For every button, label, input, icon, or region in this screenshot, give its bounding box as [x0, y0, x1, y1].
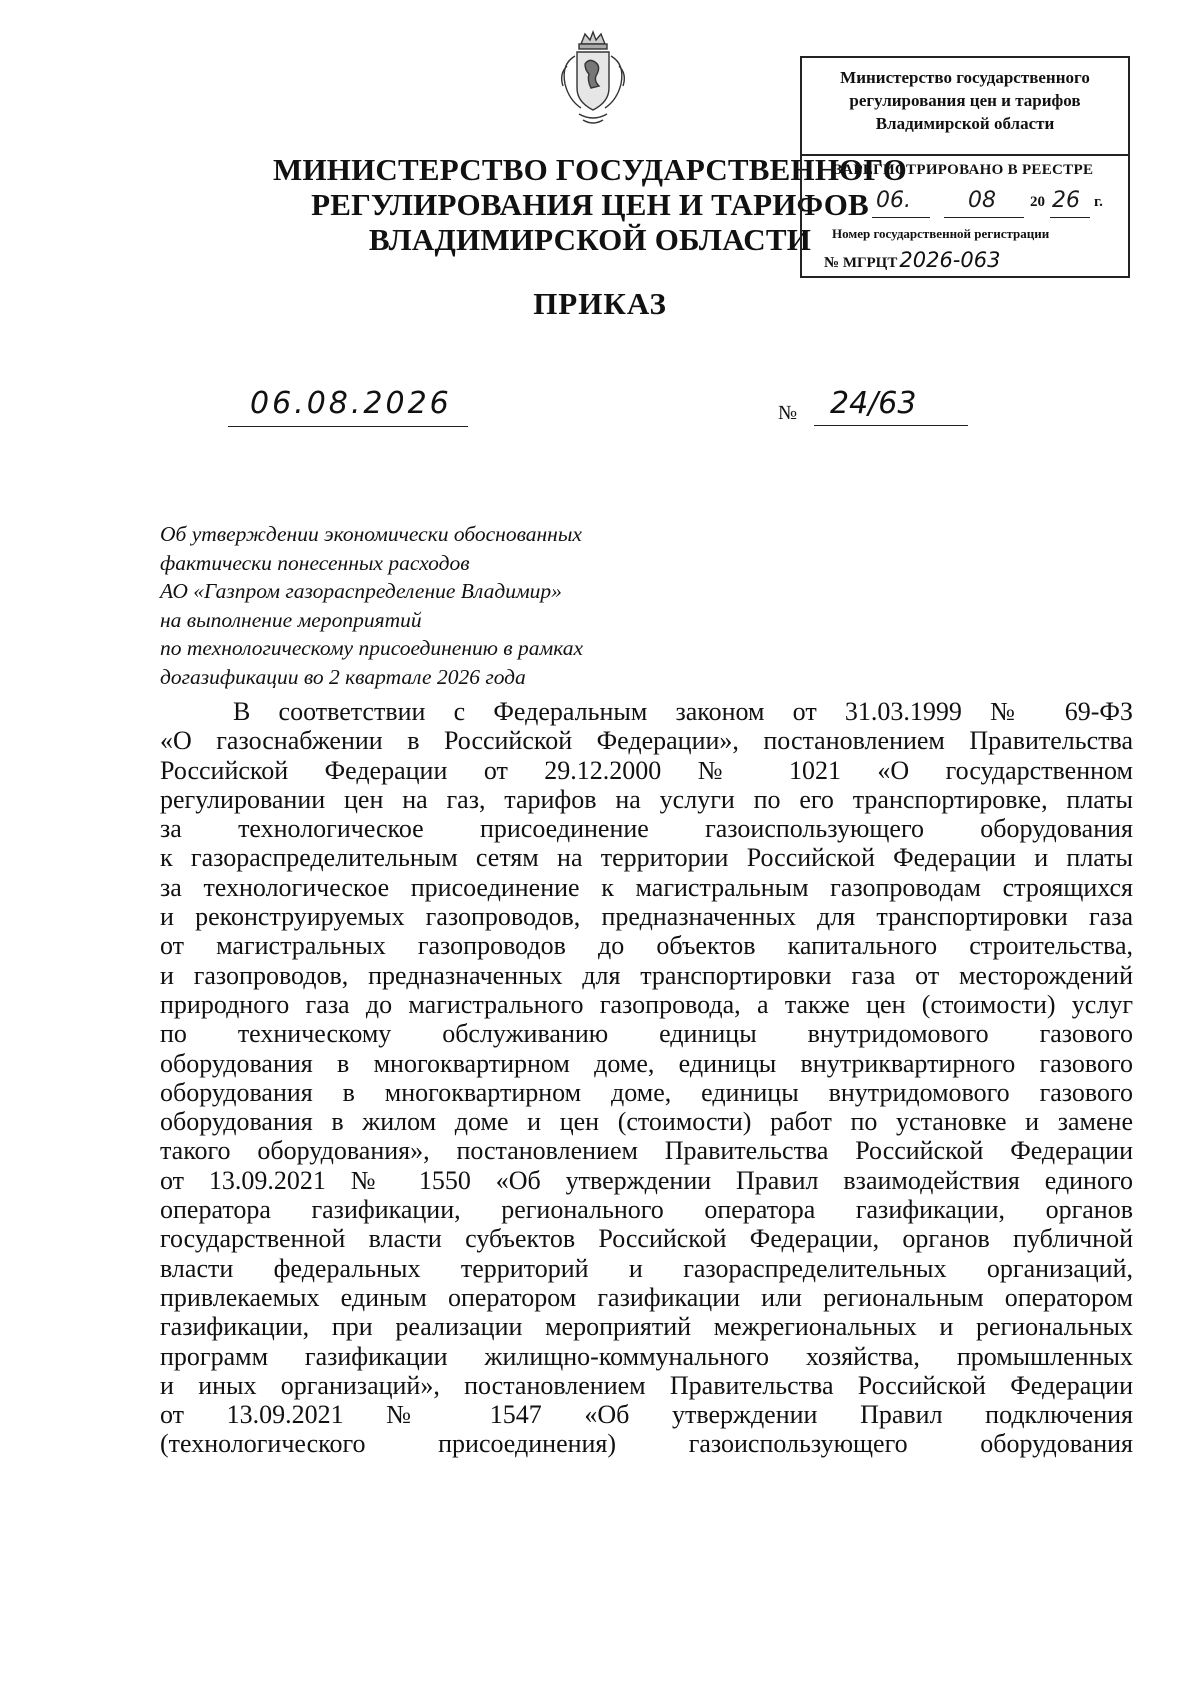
body-line: оборудования в многоквартирном доме, единицы внутриквартирного газового [160, 1048, 1133, 1078]
stamp-date-year-underline [1050, 217, 1090, 218]
body-line: оборудования в жилом доме и цен (стоимости) работ по установке и замене [160, 1107, 1133, 1137]
body-line: по техническому обслуживанию единицы внутридомового газового [160, 1019, 1133, 1049]
subject-line: по технологическому присоединению в рамках [160, 636, 584, 660]
order-subject [160, 520, 680, 691]
order-number-field [778, 386, 968, 426]
stamp-reg-number-value: 2026-063 [899, 248, 1001, 272]
body-line: за технологическое присоединение к магистральным газопроводам строящихся [160, 872, 1133, 902]
document-title: ПРИКАЗ [533, 286, 667, 321]
stamp-org-line: Министерство государственного [840, 68, 1090, 87]
stamp-organization [802, 66, 1128, 135]
ministry-header-line: РЕГУЛИРОВАНИЯ ЦЕН И ТАРИФОВ [311, 187, 869, 222]
body-line: от магистральных газопроводов до объектов капитального строительства, [160, 931, 1133, 961]
body-line: к газораспределительным сетям на территории Российской Федерации и платы [160, 843, 1133, 873]
subject-line: фактически понесенных расходов [160, 550, 470, 575]
stamp-reg-number [824, 248, 1000, 272]
stamp-divider [800, 154, 1130, 156]
subject-line: Об утверждении экономически обоснованных [160, 522, 582, 546]
body-line: привлекаемых единым оператором газификации или региональным оператором [160, 1282, 1133, 1312]
body-line: от 13.09.2021 № 1550 «Об утверждении Правил взаимодействия единого [160, 1165, 1133, 1195]
stamp-date-month-underline [944, 217, 1024, 218]
coat-of-arms-icon [557, 30, 629, 130]
subject-line: догазификации во 2 квартале 2026 года [160, 664, 526, 689]
body-line: регулировании цен на газ, тарифов на услуги по его транспортировке, платы [160, 784, 1133, 814]
body-line: программ газификации жилищно-коммунального хозяйства, промышленных [160, 1341, 1133, 1371]
ministry-header-line: ВЛАДИМИРСКОЙ ОБЛАСТИ [368, 222, 812, 257]
registration-stamp [800, 56, 1130, 278]
stamp-date-day: 06. [876, 188, 911, 213]
body-line: В соответствии с Федеральным законом от 31.03.1999 № 69-ФЗ [233, 697, 1133, 726]
body-line: «О газоснабжении в Российской Федерации», постановлением Правительства [160, 726, 1133, 756]
body-line: (технологического присоединения) газоиспользующего оборудования [160, 1429, 1133, 1459]
order-date: 06.08.2026 [250, 386, 452, 421]
order-body [160, 697, 1133, 1459]
body-line: газификации, при реализации мероприятий межрегиональных и региональных [160, 1312, 1133, 1342]
body-line: оборудования в многоквартирном доме, единицы внутридомового газового [160, 1077, 1133, 1107]
stamp-date-year-prefix: 20 [1030, 194, 1045, 210]
body-line: природного газа до магистрального газопровода, а также цен (стоимости) услуг [160, 989, 1133, 1019]
stamp-date-year-end: г. [1094, 194, 1103, 210]
body-line: за технологическое присоединение газоиспользующего оборудования [160, 814, 1133, 844]
stamp-date-day-underline [872, 217, 930, 218]
body-line: государственной власти субъектов Российской Федерации, органов публичной [160, 1224, 1133, 1254]
stamp-org-line: Владимирской области [875, 114, 1055, 133]
stamp-reg-number-prefix: № МГРЦТ [824, 255, 898, 271]
stamp-date-year-suffix: 26 [1052, 188, 1080, 213]
body-line: от 13.09.2021 № 1547 «Об утверждении Правил подключения [160, 1400, 1133, 1430]
stamp-registered-label: ЗАРЕГИСТРИРОВАНО В РЕЕСТРЕ [834, 162, 1094, 178]
subject-line: АО «Газпром газораспределение Владимир» [160, 579, 562, 603]
order-number-underline [814, 425, 968, 426]
body-line: власти федеральных территорий и газораспределительных организаций, [160, 1253, 1133, 1283]
order-date-field [228, 386, 468, 427]
stamp-date [872, 188, 1112, 218]
ministry-header-line: МИНИСТЕРСТВО ГОСУДАРСТВЕННОГО [273, 152, 907, 187]
body-line: Российской Федерации от 29.12.2000 № 1021 «О государственном [160, 755, 1133, 785]
body-line: оператора газификации, регионального оператора газификации, органов [160, 1195, 1133, 1225]
stamp-org-line: регулирования цен и тарифов [849, 91, 1081, 110]
subject-line: на выполнение мероприятий [160, 607, 422, 632]
body-line: и газопроводов, предназначенных для транспортировки газа от месторождений [160, 960, 1133, 990]
number-sign: № [778, 402, 798, 424]
stamp-reg-number-label: Номер государственной регистрации [832, 226, 1050, 241]
stamp-date-month: 08 [968, 188, 996, 213]
body-line: и иных организаций», постановлением Правительства Российской Федерации [160, 1370, 1133, 1400]
body-line: и реконструируемых газопроводов, предназначенных для транспортировки газа [160, 902, 1133, 932]
order-number: 24/63 [830, 386, 917, 421]
body-line: такого оборудования», постановлением Правительства Российской Федерации [160, 1136, 1133, 1166]
